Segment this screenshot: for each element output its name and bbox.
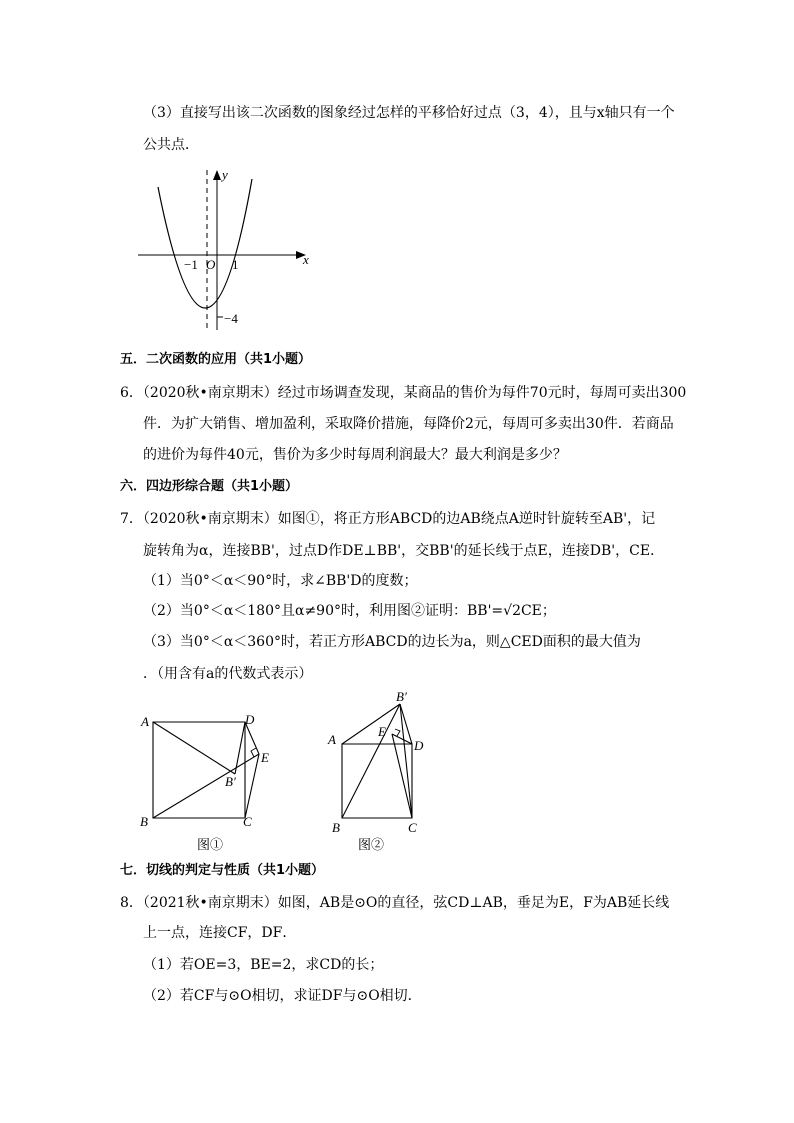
fig1-label-D: D — [245, 712, 255, 727]
section-heading-6: 六．四边形综合题（共1小题） — [120, 479, 299, 494]
figure-2 — [322, 690, 442, 860]
q7-part2: （2）当0°＜α＜180°且α≠90°时，利用图②证明：BB'=√2CE； — [143, 603, 556, 619]
graph-label-origin: O — [206, 257, 216, 272]
q7-part1: （1）当0°＜α＜90°时，求∠BB'D的度数； — [143, 573, 418, 589]
graph-label-neg4: −4 — [224, 311, 238, 326]
q8-line1: 8．（2021秋•南京期末）如图，AB是⊙O的直径，弦CD⊥AB，垂足为E，F为AB延长线 — [120, 895, 670, 911]
section-heading-5: 五．二次函数的应用（共1小题） — [120, 352, 312, 367]
q8-line2: 上一点，连接CF，DF． — [143, 925, 297, 941]
q6-line3: 的进价为每件40元，售价为多少时每周利润最大？最大利润是多少？ — [143, 447, 567, 463]
fig1-label-Bp: B′ — [225, 774, 236, 789]
fig2-label-C: C — [408, 820, 417, 835]
q6-line1: 6．（2020秋•南京期末）经过市场调查发现，某商品的售价为每件70元时，每周可卖出300 — [120, 385, 687, 401]
graph-label-one: 1 — [232, 257, 239, 272]
fig2-label-E: E — [378, 724, 386, 739]
graph-label-y: y — [222, 167, 228, 182]
parabola-graph — [130, 165, 320, 335]
q5-part3-line2: 公共点． — [143, 137, 199, 153]
fig2-label-B: B — [332, 820, 340, 835]
fig1-label-C: C — [243, 814, 252, 829]
fig2-label-A: A — [328, 732, 336, 747]
fig2-label-Bp: B′ — [396, 690, 407, 704]
q7-part3-line1: （3）当0°＜α＜360°时，若正方形ABCD的边长为a，则△CED面积的最大值为 — [143, 634, 641, 650]
fig1-label-E: E — [261, 750, 269, 765]
figure-1 — [135, 710, 285, 860]
graph-label-x: x — [303, 252, 309, 267]
fig1-label-B: B — [140, 814, 148, 829]
q7-part3-line2: ．（用含有a的代数式表示） — [143, 666, 313, 682]
graph-label-neg1: −1 — [184, 257, 198, 272]
q8-part1: （1）若OE=3，BE=2，求CD的长； — [143, 957, 384, 973]
q8-part2: （2）若CF与⊙O相切，求证DF与⊙O相切． — [143, 988, 422, 1004]
q6-line2: 件．为扩大销售、增加盈利，采取降价措施，每降价2元，每周可多卖出30件．若商品 — [143, 416, 674, 432]
fig1-caption: 图① — [197, 837, 224, 852]
fig2-caption: 图② — [358, 837, 385, 852]
q7-line2: 旋转角为α，连接BB'，过点D作DE⊥BB'，交BB'的延长线于点E，连接DB'，CE． — [143, 543, 665, 559]
q5-part3-line1: （3）直接写出该二次函数的图象经过怎样的平移恰好过点（3，4），且与x轴只有一个 — [143, 105, 675, 121]
q7-line1: 7．（2020秋•南京期末）如图①，将正方形ABCD的边AB绕点A逆时针旋转至AB'，记 — [120, 511, 656, 527]
section-heading-7: 七．切线的判定与性质（共1小题） — [120, 863, 325, 878]
fig2-label-D: D — [414, 738, 424, 753]
fig1-label-A: A — [141, 714, 149, 729]
